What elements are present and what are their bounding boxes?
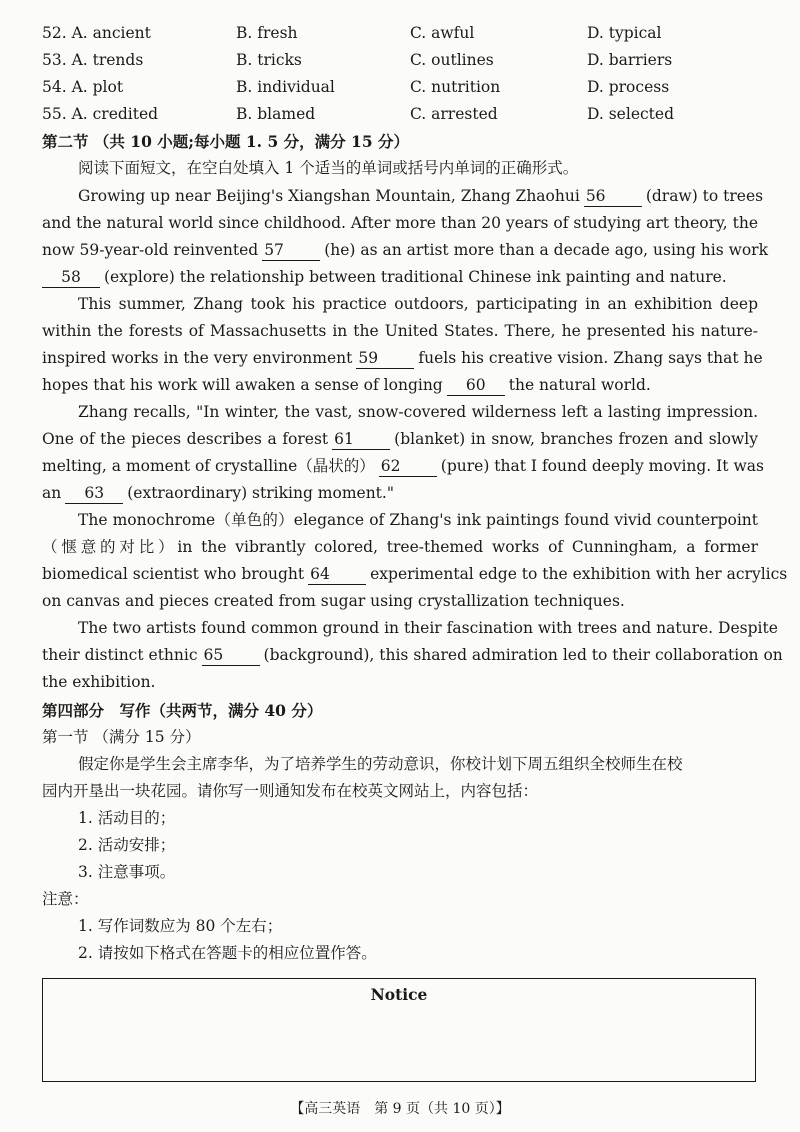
- passage-line: One of the pieces describes a forest 61 (blanket) in snow, branches frozen and slowly: [42, 430, 758, 448]
- content-item: 1. 活动目的；: [78, 809, 176, 827]
- passage-line: The monochrome（单色的）elegance of Zhang's ink paintings found vivid counterpoint: [78, 511, 758, 529]
- content-item: 2. 活动安排；: [78, 836, 176, 854]
- passage-line: within the forests of Massachusetts in the United States. There, he presented his nature-: [42, 322, 758, 340]
- passage-line: Growing up near Beijing's Xiangshan Mountain, Zhang Zhaohui 56 (draw) to trees: [78, 187, 764, 205]
- option-c: C. arrested: [410, 105, 498, 123]
- blank-64[interactable]: 64: [308, 564, 366, 585]
- option-c: C. nutrition: [410, 78, 501, 96]
- passage-line: on canvas and pieces created from sugar using crystallization techniques.: [42, 592, 625, 610]
- passage-line: biomedical scientist who brought 64 experimental edge to the exhibition with her acrylics: [42, 565, 788, 583]
- passage-line: melting, a moment of crystalline（晶状的） 62 (pure) that I found deeply moving. It was: [42, 457, 764, 475]
- option-d: D. barriers: [587, 51, 673, 69]
- blank-57[interactable]: 57: [262, 240, 320, 261]
- passage-line: The two artists found common ground in their fascination with trees and nature. Despite: [78, 619, 778, 637]
- passage-line: Zhang recalls, "In winter, the vast, snow-covered wilderness left a lasting impression.: [78, 403, 758, 421]
- blank-63[interactable]: 63: [65, 483, 123, 504]
- part4-subheading: 第一节 （满分 15 分）: [42, 728, 201, 746]
- passage-line: inspired works in the very environment 59 fuels his creative vision. Zhang says that he: [42, 349, 763, 367]
- note-item: 1. 写作词数应为 80 个左右；: [78, 917, 283, 935]
- option-a: 52. A. ancient: [42, 24, 151, 42]
- part4-heading: 第四部分 写作（共两节，满分 40 分）: [42, 701, 323, 720]
- option-b: B. blamed: [236, 105, 316, 123]
- option-c: C. awful: [410, 24, 475, 42]
- blank-65[interactable]: 65: [202, 645, 260, 666]
- section2-instruction: 阅读下面短文，在空白处填入 1 个适当的单词或括号内单词的正确形式。: [78, 159, 579, 177]
- page-footer: 【高三英语 第 9 页（共 10 页）】: [290, 1101, 510, 1117]
- passage-line: the exhibition.: [42, 673, 156, 691]
- passage-line: their distinct ethnic 65 (background), this shared admiration led to their collaboration on: [42, 646, 783, 664]
- section2-heading: 第二节 （共 10 小题;每小题 1. 5 分，满分 15 分）: [42, 132, 409, 151]
- option-d: D. typical: [587, 24, 662, 42]
- blank-62[interactable]: 62: [379, 456, 437, 477]
- note-label: 注意：: [42, 890, 89, 908]
- option-b: B. tricks: [236, 51, 302, 69]
- blank-58[interactable]: 58: [42, 267, 100, 288]
- prompt-line: 假定你是学生会主席李华，为了培养学生的劳动意识，你校计划下周五组织全校师生在校: [78, 755, 683, 773]
- option-d: D. process: [587, 78, 670, 96]
- option-c: C. outlines: [410, 51, 494, 69]
- passage-line: （惬意的对比）in the vibrantly colored, tree-themed works of Cunningham, a former: [42, 538, 758, 556]
- passage-line: now 59-year-old reinvented 57 (he) as an artist more than a decade ago, using his work: [42, 241, 768, 259]
- note-item: 2. 请按如下格式在答题卡的相应位置作答。: [78, 944, 377, 962]
- option-a: 54. A. plot: [42, 78, 124, 96]
- answer-box[interactable]: [42, 978, 756, 1082]
- option-b: B. fresh: [236, 24, 298, 42]
- option-d: D. selected: [587, 105, 674, 123]
- passage-line: hopes that his work will awaken a sense of longing 60 the natural world.: [42, 376, 651, 394]
- passage-line: This summer, Zhang took his practice outdoors, participating in an exhibition deep: [78, 295, 758, 313]
- content-item: 3. 注意事项。: [78, 863, 176, 881]
- prompt-line: 园内开垦出一块花园。请你写一则通知发布在校英文网站上，内容包括：: [42, 782, 539, 800]
- blank-56[interactable]: 56: [584, 186, 642, 207]
- passage-line: 58 (explore) the relationship between traditional Chinese ink painting and nature.: [42, 264, 758, 291]
- blank-59[interactable]: 59: [356, 348, 414, 369]
- option-b: B. individual: [236, 78, 335, 96]
- blank-61[interactable]: 61: [332, 429, 390, 450]
- notice-title: Notice: [370, 985, 428, 1004]
- passage-line: an 63 (extraordinary) striking moment.": [42, 484, 394, 502]
- option-a: 53. A. trends: [42, 51, 144, 69]
- blank-60[interactable]: 60: [447, 375, 505, 396]
- option-a: 55. A. credited: [42, 105, 159, 123]
- passage-line: and the natural world since childhood. After more than 20 years of studying art theory, the: [42, 214, 758, 232]
